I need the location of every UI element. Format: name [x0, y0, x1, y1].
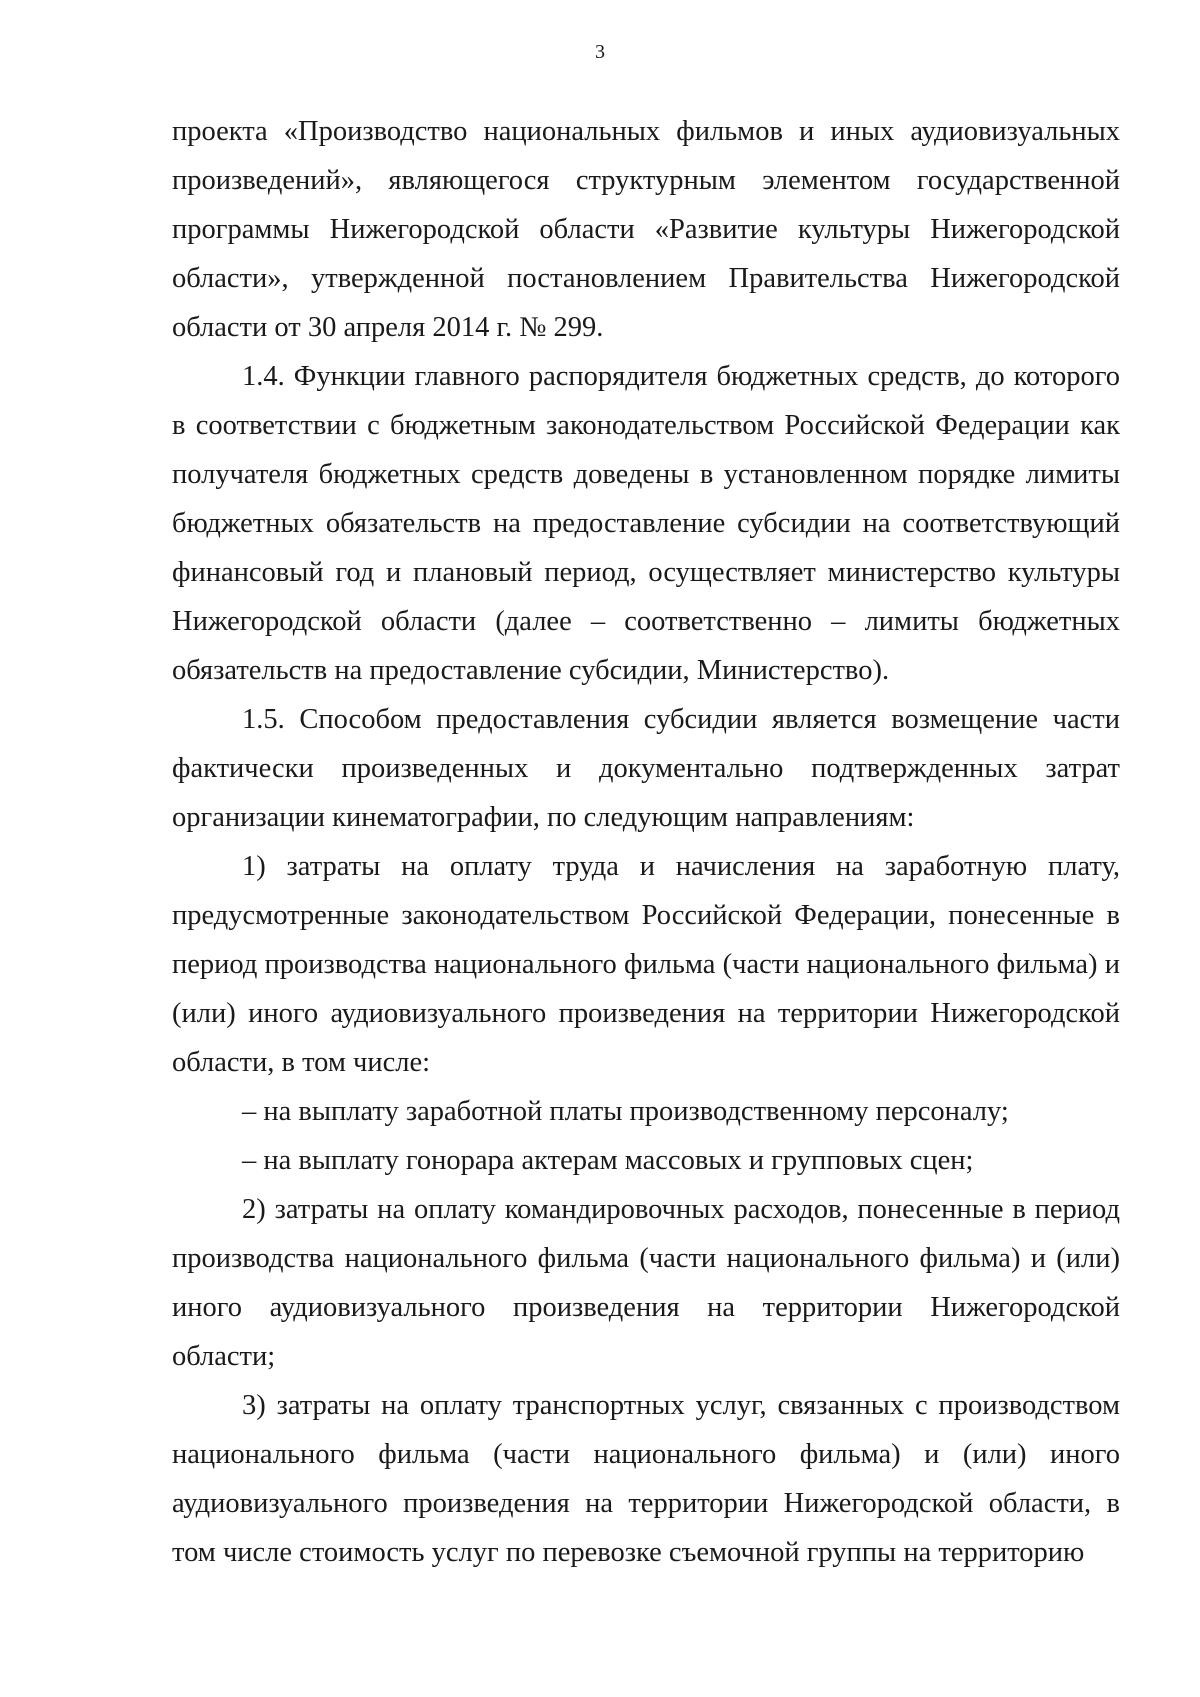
paragraph-project-continuation: проекта «Производство национальных фильмов и иных аудиовизуальных произведений», являющегося структурным элементом государственной программы Нижегородской области «Развитие культуры Нижегородской области», утвержденной постановлением Правительства Нижегородской области от 30 апреля 2014 г. № 299. — [172, 116, 1120, 343]
list-item-1: 1) затраты на оплату труда и начисления на заработную плату, предусмотренные законодательством Российской Федерации, понесенные в период производства национального фильма (части национального фильма) и (или) иного аудиовизуального произведения на территории Нижегородской области, в том числе: — [172, 851, 1120, 1078]
list-item-3: 3) затраты на оплату транспортных услуг, связанных с производством национального фильма (части национального фильма) и (или) иного аудиовизуального произведения на территории Нижегородской области, в том числе стоимость услуг по перевозке съемочной группы на территорию — [172, 1390, 1120, 1568]
document-body — [172, 107, 1120, 1577]
paragraph-1-5: 1.5. Способом предоставления субсидии является возмещение части фактически произведенных и документально подтвержденных затрат организации кинематографии, по следующим направлениям: — [172, 704, 1120, 833]
sub-item-salary: – на выплату заработной платы производственному персоналу; — [242, 1096, 1009, 1127]
sub-item-fees: – на выплату гонорара актерам массовых и групповых сцен; — [242, 1145, 974, 1176]
list-item-2: 2) затраты на оплату командировочных расходов, понесенные в период производства национального фильма (части национального фильма) и (или) иного аудиовизуального произведения на территории Нижегородской области; — [172, 1194, 1120, 1372]
page-number: 3 — [595, 41, 605, 63]
paragraph-1-4: 1.4. Функции главного распорядителя бюджетных средств, до которого в соответствии с бюджетным законодательством Российской Федерации как получателя бюджетных средств доведены в установленном порядке лимиты бюджетных обязательств на предоставление субсидии на соответствующий финансовый год и плановый период, осуществляет министерство культуры Нижегородской области (далее – соответственно – лимиты бюджетных обязательств на предоставление субсидии, Министерство). — [172, 361, 1120, 686]
